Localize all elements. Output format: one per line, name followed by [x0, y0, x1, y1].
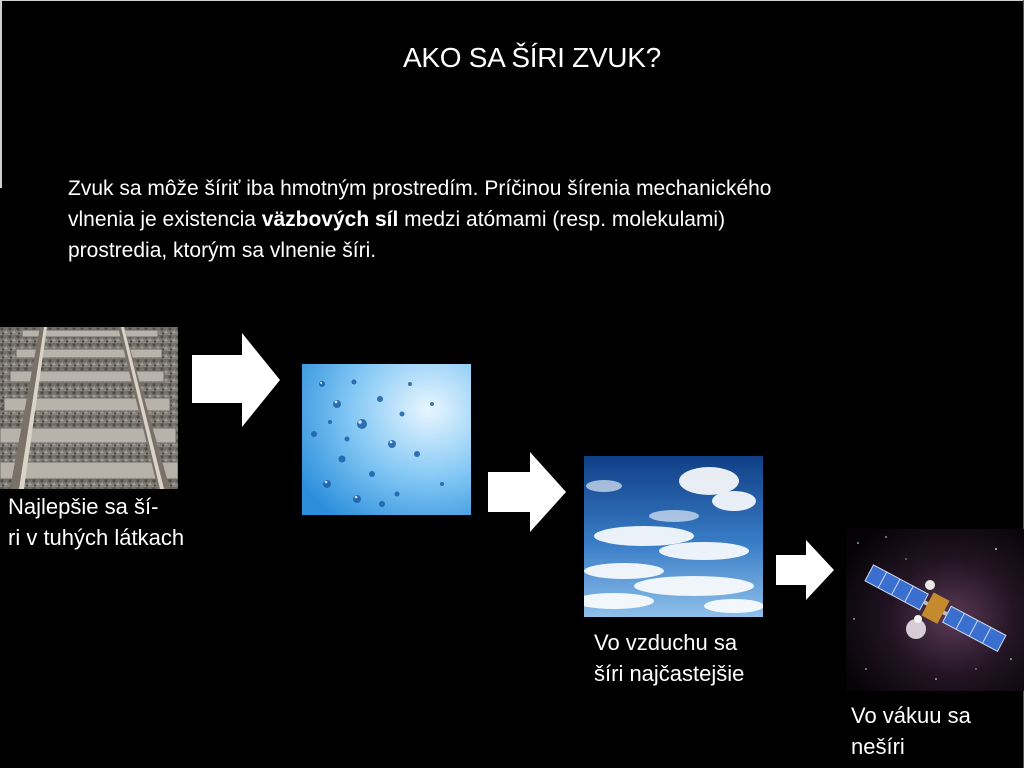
intro-line-2-end: medzi atómami (resp. molekulami) [398, 208, 726, 231]
caption-air [594, 627, 744, 689]
satellite-space-image [846, 529, 1024, 691]
intro-line-3: prostredia, ktorým sa vlnenie šíri. [68, 239, 377, 262]
railway-tracks-image [0, 327, 178, 489]
caption-solid-line-1: Najlepšie sa ší- [8, 494, 159, 519]
intro-paragraph [68, 173, 968, 266]
sky-clouds-image [584, 456, 763, 617]
caption-vacuum-line-1: Vo vákuu sa [851, 703, 971, 728]
arrow-right-icon [192, 333, 280, 427]
caption-vacuum [851, 700, 971, 762]
slide-title: AKO SA ŠÍRI ZVUK? [403, 42, 661, 73]
intro-line-2-start: vlnenia je existencia [68, 208, 262, 231]
caption-solid [8, 491, 184, 553]
slide-border-left [0, 0, 2, 188]
caption-vacuum-line-2: nešíri [851, 734, 905, 759]
arrow-right-icon [488, 452, 566, 532]
caption-air-line-2: šíri najčastejšie [594, 661, 745, 686]
arrow-right-icon [776, 540, 834, 600]
slide-border-top [0, 0, 1024, 1]
caption-solid-line-2: ri v tuhých látkach [8, 525, 185, 550]
intro-bold-term: väzbových síl [261, 208, 399, 231]
intro-line-2 [68, 204, 968, 235]
water-droplets-image [302, 364, 471, 515]
caption-air-line-1: Vo vzduchu sa [594, 630, 738, 655]
intro-line-1: Zvuk sa môže šíriť iba hmotným prostredím. Príčinou šírenia mechanického [68, 177, 772, 200]
